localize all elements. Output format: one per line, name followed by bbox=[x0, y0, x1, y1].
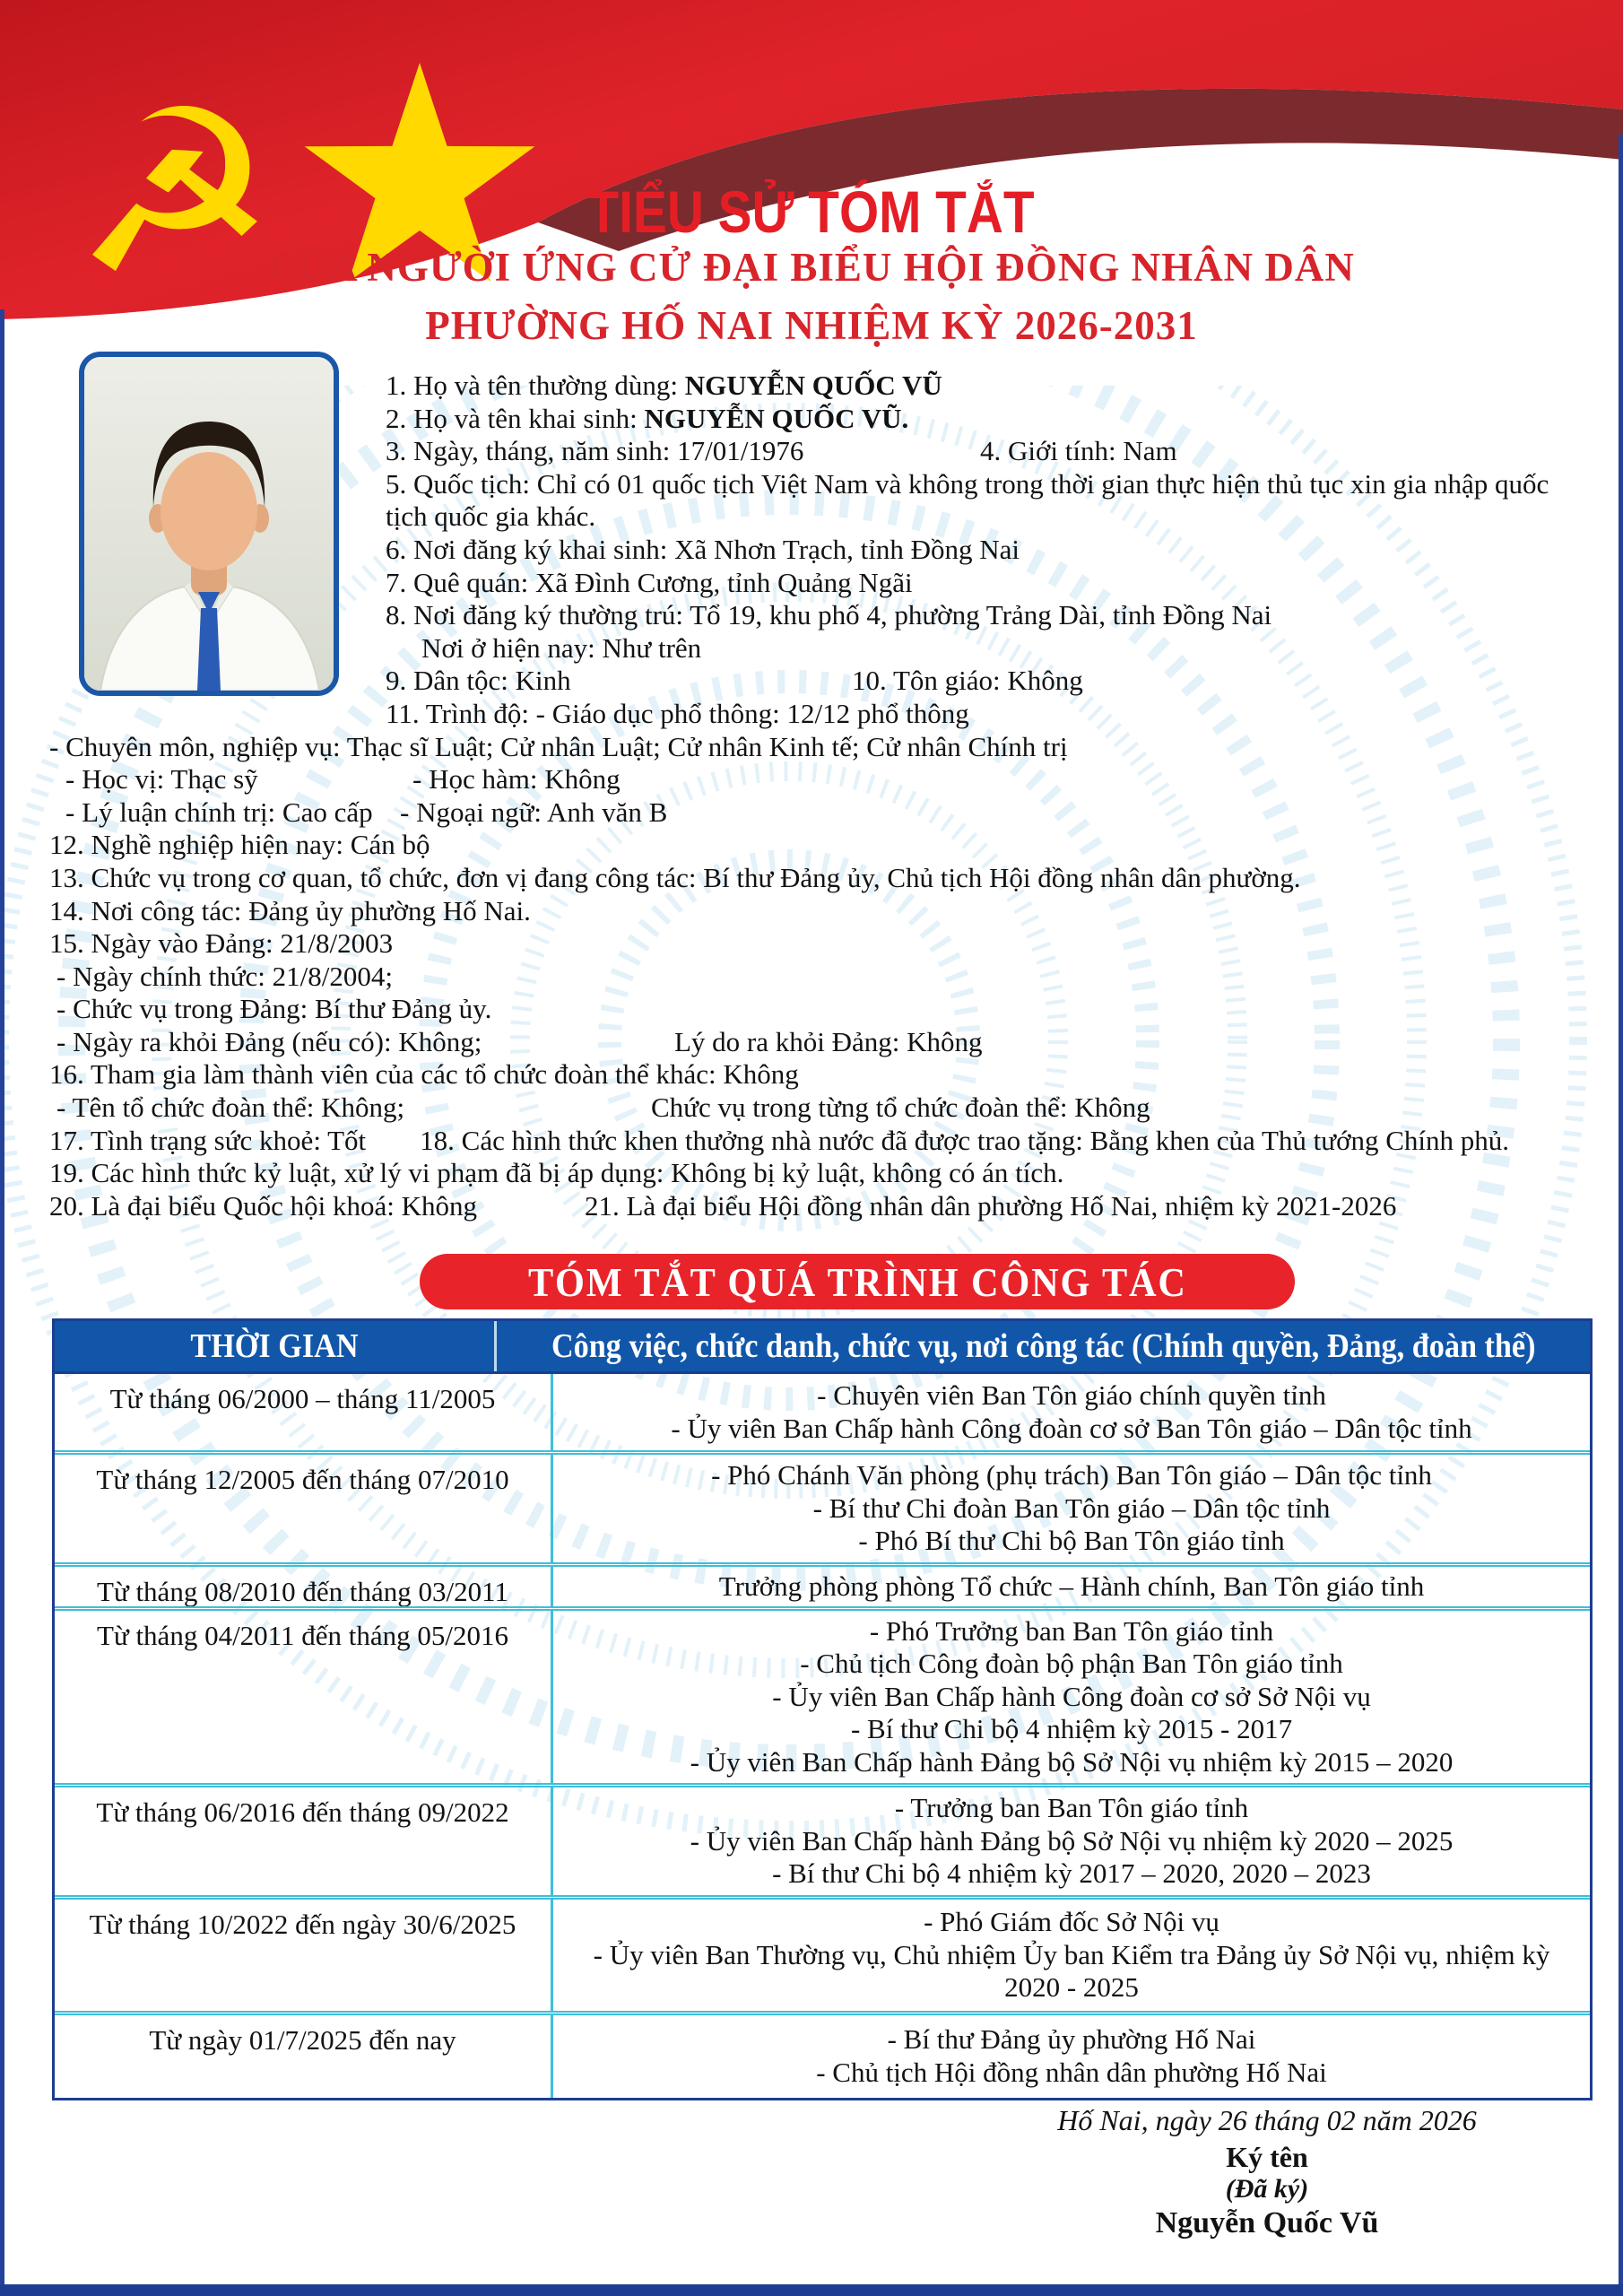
info-text: - Chuyên môn, nghiệp vụ: Thạc sĩ Luật; Cử nhân Luật; Cử nhân Kinh tế; Cử nhân Chính trị bbox=[49, 730, 1068, 762]
info-text: Nơi ở hiện nay: Như trên bbox=[421, 631, 702, 664]
info-line bbox=[49, 1091, 1578, 1125]
info-text: - Học vị: Thạc sỹ bbox=[65, 763, 258, 796]
info-line bbox=[49, 698, 1578, 731]
info-text: - Tên tổ chức đoàn thể: Không; bbox=[56, 1091, 405, 1124]
info-text: - Ngày chính thức: 21/8/2004; bbox=[56, 960, 393, 992]
subtitle-line2: PHƯỜNG HỐ NAI NHIỆM KỲ 2026-2031 bbox=[425, 303, 1198, 348]
career-row bbox=[55, 1450, 1590, 1562]
info-text: NGUYỄN QUỐC VŨ bbox=[684, 370, 942, 401]
info-line bbox=[49, 1058, 1578, 1091]
career-table-header bbox=[55, 1321, 1590, 1374]
col-header-time: THỜI GIAN bbox=[55, 1321, 497, 1371]
career-section-title: TÓM TẮT QUÁ TRÌNH CÔNG TÁC bbox=[527, 1258, 1187, 1305]
info-text: 6. Nơi đăng ký khai sinh: Xã Nhơn Trạch, tỉnh Đồng Nai bbox=[386, 533, 1020, 565]
career-row bbox=[55, 1562, 1590, 1606]
duty-line: - Ủy viên Ban Thường vụ, Chủ nhiệm Ủy ban Kiểm tra Đảng ủy Sở Nội vụ, nhiệm kỳ 2020 - 2025 bbox=[593, 1938, 1550, 2004]
info-text: - Học hàm: Không bbox=[412, 763, 621, 796]
info-text: - Lý luận chính trị: Cao cấp bbox=[65, 796, 373, 828]
info-text: - Ngoại ngữ: Anh văn B bbox=[400, 796, 668, 828]
info-line bbox=[49, 763, 1578, 796]
info-line bbox=[49, 1190, 1578, 1223]
biography-info bbox=[49, 370, 1578, 1222]
info-text: 18. Các hình thức khen thưởng nhà nước đã được trao tặng: Bằng khen của Thủ tướng Chính phủ. bbox=[420, 1124, 1510, 1156]
duty-line: - Phó Chánh Văn phòng (phụ trách) Ban Tôn giáo – Dân tộc tỉnh bbox=[711, 1459, 1432, 1492]
info-text: 19. Các hình thức kỷ luật, xử lý vi phạm đã bị áp dụng: Không bị kỷ luật, không có án tích. bbox=[49, 1157, 1064, 1189]
page-border-right bbox=[1619, 135, 1623, 2296]
hammer-sickle-icon: ☭ bbox=[74, 62, 276, 325]
career-period: Từ ngày 01/7/2025 đến nay bbox=[55, 2015, 553, 2098]
info-text: - Chức vụ trong Đảng: Bí thư Đảng ủy. bbox=[56, 993, 492, 1025]
duty-line: - Bí thư Chi bộ 4 nhiệm kỳ 2015 - 2017 bbox=[850, 1713, 1293, 1745]
info-text: 21. Là đại biểu Hội đồng nhân dân phường Hố Nai, nhiệm kỳ 2021-2026 bbox=[584, 1189, 1397, 1222]
duty-line: Trưởng phòng phòng Tổ chức – Hành chính, Ban Tôn giáo tỉnh bbox=[718, 1570, 1425, 1602]
info-text: 11. Trình độ: - Giáo dục phổ thông: 12/12 phổ thông bbox=[386, 697, 969, 729]
duty-line: - Trưởng ban Ban Tôn giáo tỉnh bbox=[894, 1792, 1249, 1824]
info-line bbox=[49, 731, 1578, 764]
duty-line: - Ủy viên Ban Chấp hành Công đoàn cơ sở Ban Tôn giáo – Dân tộc tỉnh bbox=[671, 1412, 1472, 1444]
subtitle-line1: CỦA NGƯỜI ỨNG CỬ ĐẠI BIỂU HỘI ĐỒNG NHÂN DÂN bbox=[268, 245, 1355, 290]
info-line bbox=[49, 993, 1578, 1026]
info-line bbox=[49, 468, 1578, 534]
info-text: 13. Chức vụ trong cơ quan, tổ chức, đơn vị đang công tác: Bí thư Đảng ủy, Chủ tịch Hội đồng nhân dân phường. bbox=[49, 861, 1301, 893]
info-text: 8. Nơi đăng ký thường trú: Tổ 19, khu phố 4, phường Trảng Dài, tỉnh Đồng Nai bbox=[386, 599, 1272, 631]
info-text: 1. Họ và tên thường dùng: bbox=[386, 370, 685, 401]
info-text: Lý do ra khỏi Đảng: Không bbox=[674, 1025, 983, 1057]
info-text: - Ngày ra khỏi Đảng (nếu có): Không; bbox=[56, 1025, 482, 1057]
page-border-bottom bbox=[0, 2284, 1623, 2296]
duty-line: - Phó Bí thư Chi bộ Ban Tôn giáo tỉnh bbox=[858, 1525, 1285, 1557]
info-line bbox=[49, 370, 1578, 403]
duty-line: - Bí thư Chi bộ 4 nhiệm kỳ 2017 – 2020, 2020 – 2023 bbox=[772, 1857, 1371, 1890]
info-text: 10. Tôn giáo: Không bbox=[852, 665, 1083, 697]
page-title: TIỂU SỬ TÓM TẮT bbox=[588, 178, 1035, 245]
info-line bbox=[49, 895, 1578, 928]
info-text: 7. Quê quán: Xã Đình Cương, tỉnh Quảng Ngãi bbox=[386, 566, 913, 598]
duty-line: - Bí thư Đảng ủy phường Hố Nai bbox=[887, 2023, 1256, 2056]
duty-line: - Ủy viên Ban Chấp hành Đảng bộ Sở Nội vụ nhiệm kỳ 2015 – 2020 bbox=[690, 1745, 1454, 1778]
info-text: 16. Tham gia làm thành viên của các tổ chức đoàn thể khác: Không bbox=[49, 1058, 799, 1091]
duty-line: - Chuyên viên Ban Tôn giáo chính quyền tỉnh bbox=[817, 1378, 1326, 1411]
info-line bbox=[49, 927, 1578, 961]
signer-name: Nguyễn Quốc Vũ bbox=[1155, 2206, 1379, 2239]
info-text: Chức vụ trong từng tổ chức đoàn thể: Không bbox=[651, 1091, 1150, 1124]
duty-line: - Bí thư Chi đoàn Ban Tôn giáo – Dân tộc tỉnh bbox=[812, 1492, 1331, 1524]
info-line bbox=[49, 435, 1578, 468]
duty-line: - Chủ tịch Hội đồng nhân dân phường Hố Nai bbox=[816, 2057, 1327, 2088]
duty-line: - Chủ tịch Công đoàn bộ phận Ban Tôn giáo tỉnh bbox=[800, 1648, 1343, 1680]
info-text: 17. Tình trạng sức khoẻ: Tốt bbox=[49, 1124, 367, 1156]
career-section-banner bbox=[420, 1254, 1295, 1309]
info-text: 9. Dân tộc: Kinh bbox=[386, 665, 571, 697]
info-line bbox=[49, 632, 1578, 665]
career-row bbox=[55, 1783, 1590, 1895]
sign-label: Ký tên bbox=[1226, 2141, 1308, 2173]
career-table bbox=[52, 1318, 1593, 2100]
career-period: Từ tháng 10/2022 đến ngày 30/6/2025 bbox=[55, 1900, 553, 2011]
info-line bbox=[49, 796, 1578, 830]
career-duties bbox=[553, 1900, 1590, 2011]
career-period: Từ tháng 06/2000 – tháng 11/2005 bbox=[55, 1374, 553, 1450]
info-line bbox=[49, 1125, 1578, 1158]
info-line bbox=[49, 665, 1578, 698]
career-period: Từ tháng 12/2005 đến tháng 07/2010 bbox=[55, 1455, 553, 1562]
page-border-left bbox=[0, 309, 4, 2296]
career-duties bbox=[553, 2015, 1590, 2098]
duty-line: - Phó Trưởng ban Ban Tôn giáo tỉnh bbox=[869, 1614, 1274, 1647]
career-row bbox=[55, 1895, 1590, 2011]
info-line bbox=[49, 829, 1578, 862]
info-line bbox=[49, 403, 1578, 436]
info-line bbox=[49, 534, 1578, 567]
signed-note: (Đã ký) bbox=[1225, 2174, 1309, 2204]
career-table-body bbox=[55, 1374, 1590, 2098]
info-line bbox=[49, 961, 1578, 994]
career-duties bbox=[553, 1787, 1590, 1895]
career-duties bbox=[553, 1455, 1590, 1562]
info-line bbox=[49, 862, 1578, 895]
career-row bbox=[55, 1606, 1590, 1783]
career-period: Từ tháng 08/2010 đến tháng 03/2011 bbox=[55, 1567, 553, 1606]
duty-line: - Ủy viên Ban Chấp hành Đảng bộ Sở Nội vụ nhiệm kỳ 2020 – 2025 bbox=[690, 1824, 1454, 1857]
info-text: 4. Giới tính: Nam bbox=[980, 435, 1177, 467]
career-duties bbox=[553, 1567, 1590, 1606]
career-duties bbox=[553, 1611, 1590, 1783]
info-line bbox=[49, 1026, 1578, 1059]
info-text: NGUYỄN QUỐC VŨ. bbox=[644, 402, 909, 434]
career-period: Từ tháng 04/2011 đến tháng 05/2016 bbox=[55, 1611, 553, 1783]
place-date: Hố Nai, ngày 26 tháng 02 năm 2026 bbox=[1057, 2104, 1477, 2136]
info-text: 12. Nghề nghiệp hiện nay: Cán bộ bbox=[49, 829, 430, 861]
info-text: 5. Quốc tịch: Chỉ có 01 quốc tịch Việt Nam và không trong thời gian thực hiện thủ tục xin gia nhập quốc tịch quốc gia khác. bbox=[386, 467, 1549, 533]
info-text: 14. Nơi công tác: Đảng ủy phường Hố Nai. bbox=[49, 894, 531, 926]
info-line bbox=[49, 599, 1578, 632]
info-line bbox=[49, 567, 1578, 600]
career-row bbox=[55, 1374, 1590, 1450]
career-period: Từ tháng 06/2016 đến tháng 09/2022 bbox=[55, 1787, 553, 1895]
duty-line: - Phó Giám đốc Sở Nội vụ bbox=[924, 1906, 1219, 1938]
info-text: 15. Ngày vào Đảng: 21/8/2003 bbox=[49, 927, 394, 960]
info-text: 2. Họ và tên khai sinh: bbox=[386, 402, 645, 434]
info-text: 3. Ngày, tháng, năm sinh: 17/01/1976 bbox=[386, 435, 804, 467]
career-row bbox=[55, 2011, 1590, 2098]
duty-line: - Ủy viên Ban Chấp hành Công đoàn cơ sở Sở Nội vụ bbox=[772, 1680, 1371, 1712]
career-duties bbox=[553, 1374, 1590, 1450]
signature-block bbox=[998, 2104, 1536, 2240]
info-line bbox=[49, 1157, 1578, 1190]
col-header-duties: Công việc, chức danh, chức vụ, nơi công tác (Chính quyền, Đảng, đoàn thể) bbox=[551, 1327, 1536, 1365]
info-text: 20. Là đại biểu Quốc hội khoá: Không bbox=[49, 1189, 477, 1222]
